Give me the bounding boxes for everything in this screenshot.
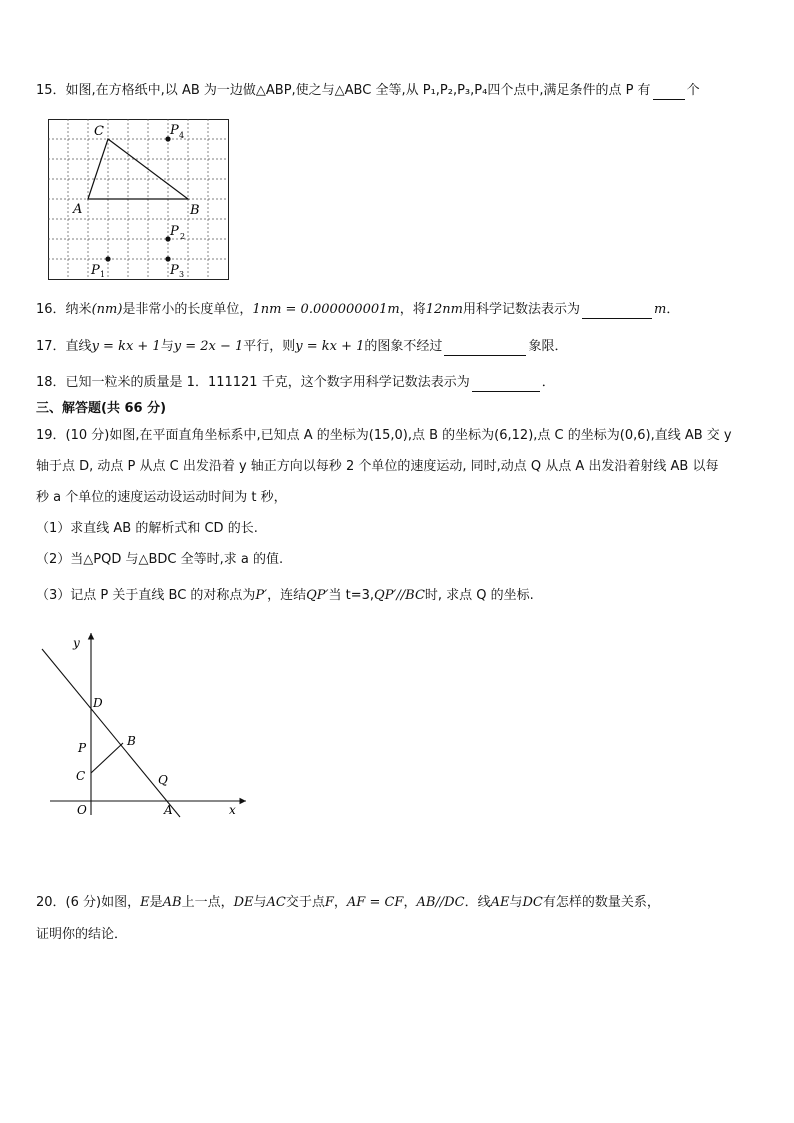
label-x: x	[229, 803, 236, 817]
q16-t2: 是非常小的长度单位，	[122, 302, 253, 317]
q18-end: ．	[541, 375, 555, 390]
q20-e: E	[140, 895, 150, 910]
label-d: D	[93, 696, 103, 710]
q20-num: 20．(6 分)如图，	[36, 895, 141, 910]
question-20	[36, 894, 660, 912]
question-17	[36, 338, 567, 356]
q16-end: ．	[666, 302, 680, 317]
label-p4: P	[170, 123, 179, 138]
q18-num: 18．	[36, 375, 66, 390]
q16-unit-m: m	[654, 302, 667, 317]
question-16	[36, 301, 679, 319]
q16-num: 16．	[36, 302, 66, 317]
q19-sub3c: ，连结	[267, 588, 307, 603]
q17-t3: 平行，则	[243, 339, 296, 354]
section-3-title: 三、解答题(共 66 分)	[36, 401, 167, 416]
q19-sub3d: QP′	[306, 588, 329, 603]
q17-t4: 的图象不经过	[364, 339, 443, 354]
q17-eq1: y = kx + 1	[91, 339, 161, 354]
q20-ac: AC	[266, 895, 286, 910]
q20-t6: ，	[403, 895, 417, 910]
label-a: A	[164, 803, 173, 817]
q20-t4: 交于点	[285, 895, 325, 910]
q19-line1: 19．(10 分)如图,在平面直角坐标系中,已知点 A 的坐标为(15,0),点 B 的坐标为(6,12),点 C 的坐标为(0,6),直线 AB 交 y	[36, 428, 732, 443]
q20-eq: AF = CF	[346, 895, 404, 910]
segment-cb	[91, 743, 123, 773]
q20-f: F	[324, 895, 334, 910]
q15-answer-blank[interactable]	[653, 85, 685, 100]
q16-val: 12nm	[425, 302, 463, 317]
label-c: C	[76, 769, 86, 783]
q15-tail: 个	[686, 83, 700, 98]
point-p3	[165, 256, 170, 261]
q20-t7: ．线	[464, 895, 491, 910]
q17-eq3: y = kx + 1	[295, 339, 365, 354]
point-p1	[105, 256, 110, 261]
q20-ab: AB	[162, 895, 182, 910]
question-15	[36, 82, 700, 100]
q19-sub3f: QP′//BC	[374, 588, 425, 603]
q17-num: 17．	[36, 339, 66, 354]
q15-text: 15．	[36, 83, 66, 98]
label-p3: P	[170, 263, 179, 278]
q16-t4: 用科学记数法表示为	[463, 302, 581, 317]
label-q: Q	[158, 773, 168, 787]
q15-grid-figure	[48, 119, 230, 281]
q16-eq: 1nm = 0.000000001m	[252, 302, 400, 317]
label-p1: P	[91, 263, 100, 278]
label-b: B	[127, 734, 136, 748]
q19-sub3e: 当 t=3,	[328, 588, 375, 603]
q20-line2: 证明你的结论．	[36, 927, 128, 942]
label-p: P	[78, 741, 87, 755]
q20-ae: AE	[490, 895, 510, 910]
q17-t5: 象限．	[528, 339, 568, 354]
q19-sub3	[36, 587, 534, 605]
q19-line2: 轴于点 D, 动点 P 从点 C 出发沿着 y 轴正方向以每秒 2 个单位的速度运动, 同时,动点 Q 从点 A 出发沿着射线 AB 以每	[36, 459, 719, 474]
label-o: O	[77, 803, 87, 817]
line-ab	[42, 649, 180, 817]
q20-t8: 与	[509, 895, 523, 910]
q20-t9: 有怎样的数量关系，	[542, 895, 660, 910]
q19-coordinate-figure	[36, 625, 256, 820]
q20-t1: 是	[149, 895, 163, 910]
q19-line3: 秒 a 个单位的速度运动设运动时间为 t 秒，	[36, 490, 287, 505]
label-p2: P	[170, 224, 179, 239]
label-b: B	[190, 203, 200, 218]
q16-t1: 纳米	[65, 302, 92, 317]
label-c: C	[94, 124, 104, 139]
q19-sub3b: P′	[255, 588, 268, 603]
q19-sub2: （2）当△PQD 与△BDC 全等时,求 a 的值.	[36, 552, 284, 567]
q17-t1: 直线	[65, 339, 92, 354]
q15-body: 如图,在方格纸中,以 AB 为一边做△ABP,使之与△ABC 全等,从 P₁,P₂,P₃,P₄四个点中,满足条件的点 P 有	[65, 83, 651, 98]
q20-t5: ，	[333, 895, 347, 910]
q16-t3: ，将	[399, 302, 426, 317]
q19-sub3a: （3）记点 P 关于直线 BC 的对称点为	[36, 588, 256, 603]
q17-eq2: y = 2x − 1	[173, 339, 244, 354]
label-p1-sub: 1	[100, 270, 106, 279]
label-p2-sub: 2	[180, 232, 186, 241]
q20-de: DE	[233, 895, 254, 910]
label-y: y	[73, 636, 80, 650]
question-18	[36, 374, 555, 392]
label-a: A	[73, 202, 83, 217]
label-p3-sub: 3	[179, 270, 185, 279]
q16-answer-blank[interactable]	[582, 304, 652, 319]
q17-t2: 与	[160, 339, 174, 354]
q19-sub1: （1）求直线 AB 的解析式和 CD 的长.	[36, 521, 258, 536]
q20-t2: 上一点，	[181, 895, 234, 910]
q16-unit-nm: (nm)	[91, 302, 123, 317]
q20-dc: DC	[522, 895, 543, 910]
q19-sub3g: 时, 求点 Q 的坐标.	[424, 588, 534, 603]
q18-answer-blank[interactable]	[472, 377, 540, 392]
q20-par: AB//DC	[416, 895, 465, 910]
q20-t3: 与	[253, 895, 267, 910]
q17-answer-blank[interactable]	[444, 341, 526, 356]
q18-text: 已知一粒米的质量是 1．111121 千克，这个数字用科学记数法表示为	[65, 375, 470, 390]
label-p4-sub: 4	[179, 131, 185, 140]
